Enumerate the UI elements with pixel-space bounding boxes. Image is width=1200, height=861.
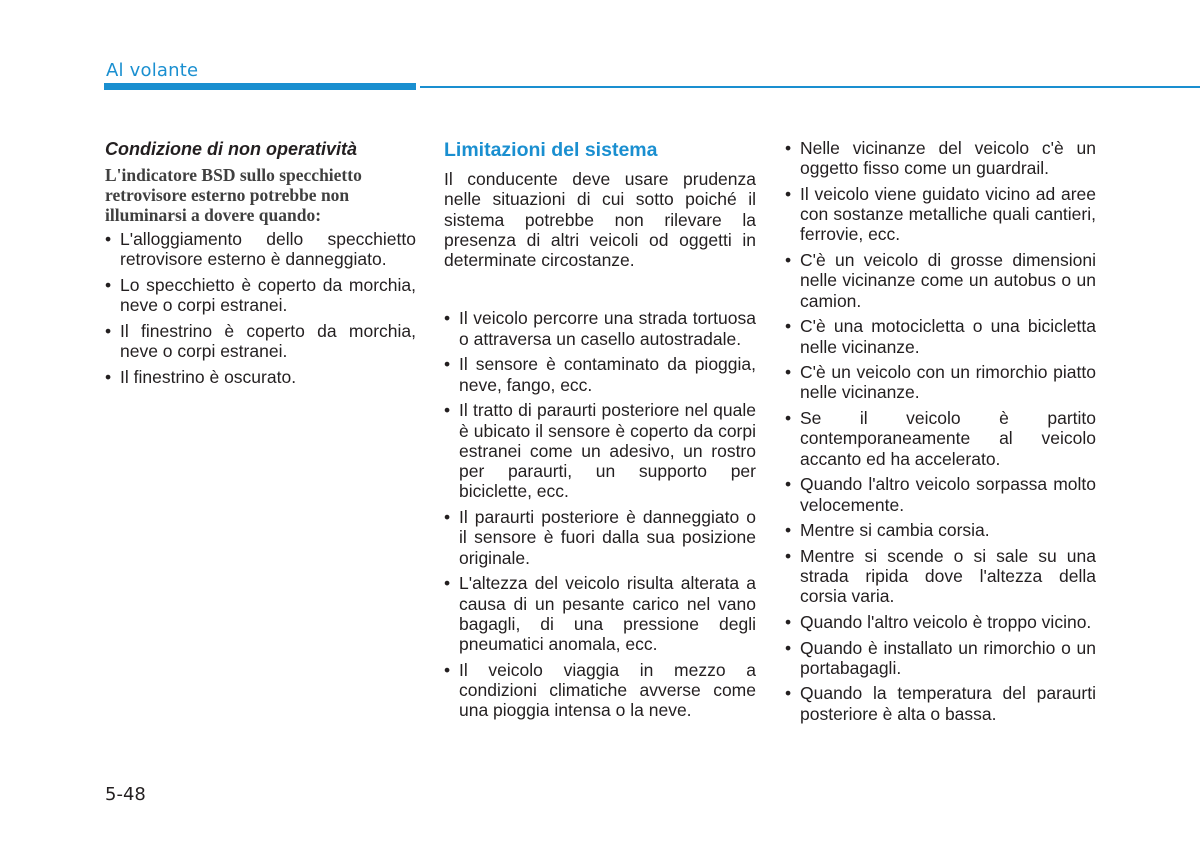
bullet-icon: • [105, 274, 112, 295]
section-header-title: Al volante [106, 60, 199, 81]
bullet-icon: • [785, 362, 792, 383]
limitations-list-continued [785, 138, 1096, 724]
list-item: • C'è una motocicletta o una bicicletta nelle vicinanze. [785, 316, 1096, 357]
bullet-icon: • [444, 354, 451, 375]
list-item: • Il finestrino è oscurato. [105, 366, 297, 387]
list-item: • Mentre si scende o si sale su una strada ripida dove l'altezza della corsia varia. [785, 545, 1096, 607]
bullet-icon: • [105, 366, 112, 387]
bullet-icon: • [785, 183, 792, 204]
bullet-icon: • [444, 400, 451, 421]
bullet-icon: • [785, 683, 792, 704]
bullet-icon: • [444, 573, 451, 594]
list-item: • Il tratto di paraurti posteriore nel quale è ubicato il sensore è coperto da corpi estranei come un adesivo, un rostro per paraurti, un supporto per biciclette, ecc. [444, 400, 756, 502]
list-item: • Mentre si cambia corsia. [785, 520, 990, 541]
list-item: • Nelle vicinanze del veicolo c'è un oggetto fisso come un guardrail. [785, 138, 1096, 179]
list-item: • Il veicolo viaggia in mezzo a condizioni climatiche avverse come una pioggia intensa o la neve. [444, 659, 756, 721]
non-operating-list [105, 229, 416, 387]
bullet-icon: • [785, 611, 792, 632]
list-item: • L'altezza del veicolo risulta alterata a causa di un pesante carico nel vano bagagli, di una pressione degli pneumatici anomala, ecc. [444, 573, 756, 655]
list-item: • Il paraurti posteriore è danneggiato o il sensore è fuori dalla sua posizione originale. [444, 507, 756, 568]
bullet-icon: • [785, 637, 792, 658]
list-item: • Il veicolo percorre una strada tortuosa o attraversa un casello autostradale. [444, 308, 756, 349]
list-item: • C'è un veicolo con un rimorchio piatto nelle vicinanze. [785, 362, 1096, 403]
list-item: • Il veicolo viene guidato vicino ad aree con sostanze metalliche quali cantieri, ferrovie, ecc. [785, 183, 1096, 245]
bullet-icon: • [785, 545, 792, 566]
bullet-icon: • [785, 520, 792, 541]
column-system-limitations [444, 138, 756, 726]
list-item: • Quando la temperatura del paraurti posteriore è alta o bassa. [785, 683, 1096, 724]
header-rule-line [420, 86, 1200, 88]
bullet-icon: • [444, 308, 451, 329]
column-limitations-continued [785, 138, 1096, 729]
list-item: • Quando è installato un rimorchio o un portabagagli. [785, 637, 1096, 678]
bsd-indicator-intro: L'indicatore BSD sullo specchietto retrovisore esterno potrebbe non illuminarsi a dovere quando: [105, 165, 362, 225]
header-accent-bar [104, 83, 416, 90]
bullet-icon: • [785, 316, 792, 337]
list-item: • Il finestrino è coperto da morchia, neve o corpi estranei. [105, 320, 416, 362]
limitations-intro: Il conducente deve usare prudenza nelle situazioni di cui sotto poiché il sistema potrebbe non rilevare la presenza di altri veicoli od oggetti in determinate circostanze. [444, 169, 756, 271]
bullet-icon: • [444, 507, 451, 528]
bullet-icon: • [785, 408, 792, 429]
list-item: • L'alloggiamento dello specchietto retrovisore esterno è danneggiato. [105, 229, 416, 270]
list-item: • Lo specchietto è coperto da morchia, neve o corpi estranei. [105, 274, 416, 316]
list-item: • Quando l'altro veicolo è troppo vicino. [785, 611, 1092, 632]
bullet-icon: • [105, 320, 112, 341]
heading-system-limitations: Limitazioni del sistema [444, 139, 658, 161]
bullet-icon: • [444, 659, 451, 680]
bullet-icon: • [785, 138, 792, 158]
list-item: • Il sensore è contaminato da pioggia, neve, fango, ecc. [444, 354, 756, 395]
list-item: • Se il veicolo è partito contemporaneamente al veicolo accanto ed ha accelerato. [785, 408, 1096, 469]
list-item: • Quando l'altro veicolo sorpassa molto velocemente. [785, 474, 1096, 515]
subheading-non-operating: Condizione di non operatività [105, 139, 357, 159]
list-item: • C'è un veicolo di grosse dimensioni nelle vicinanze come un autobus o un camion. [785, 250, 1096, 311]
column-non-operating-conditions [105, 138, 416, 392]
bullet-icon: • [105, 229, 112, 249]
bullet-icon: • [785, 474, 792, 495]
page-number: 5-48 [105, 784, 146, 805]
limitations-list [444, 308, 756, 720]
bullet-icon: • [785, 250, 792, 271]
